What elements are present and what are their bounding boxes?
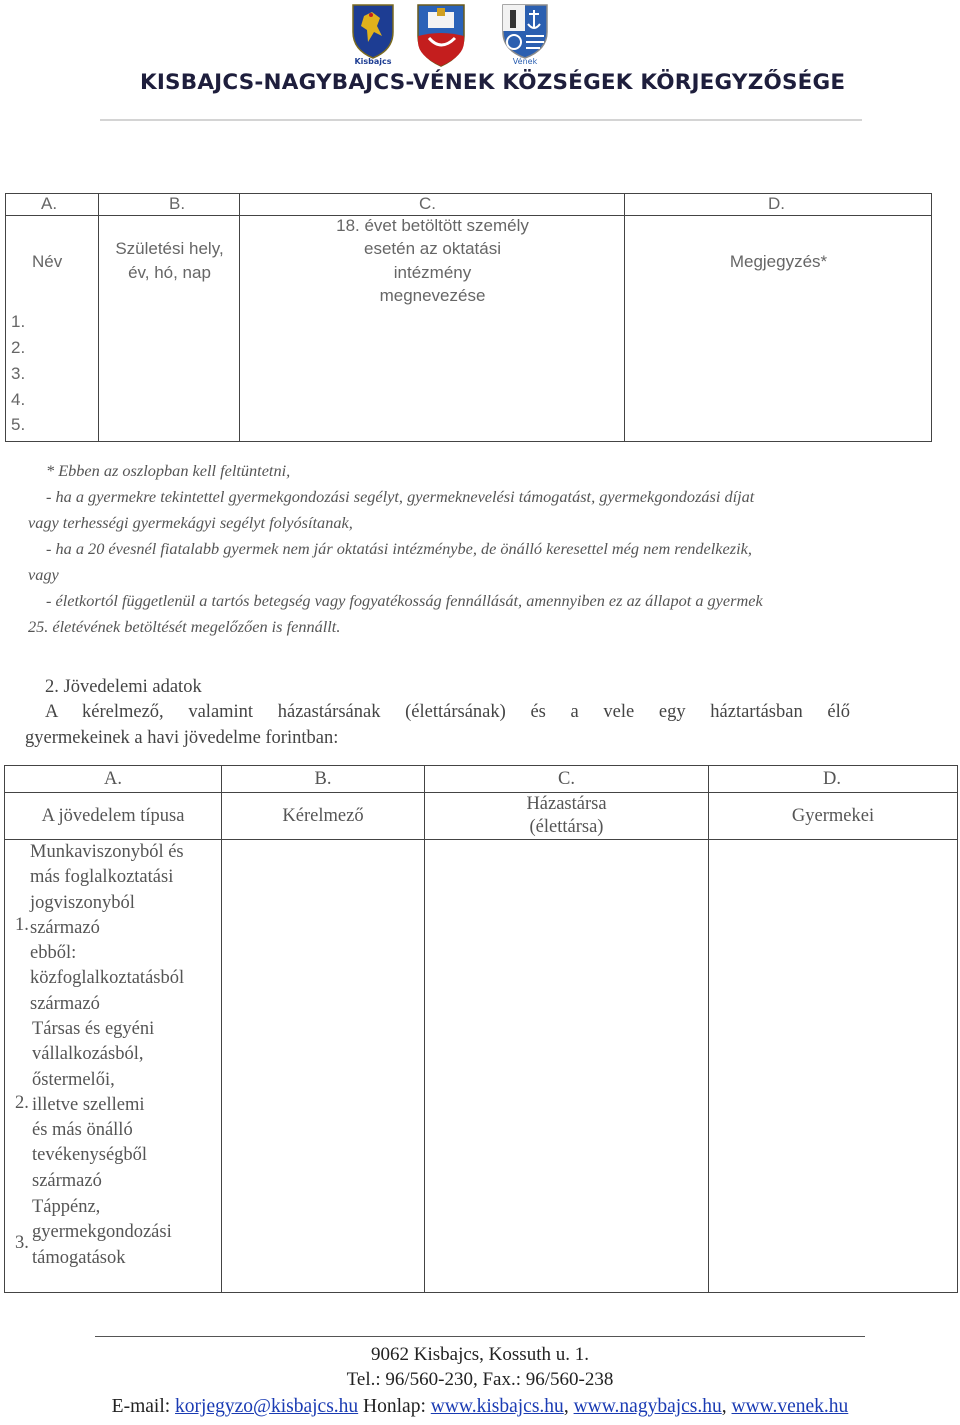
remark-column: [625, 216, 932, 442]
footnote-line: * Ebben az oszlopban kell feltüntetni,: [46, 461, 291, 480]
applicant-income-cell[interactable]: [222, 840, 425, 1293]
applicant-header: Kérelmező: [222, 793, 425, 840]
spouse-header: Házastársa (élettársa): [425, 793, 709, 840]
birth-header-line2: év, hó, nap: [128, 263, 211, 282]
name-column: [6, 216, 99, 442]
birth-column: [99, 216, 240, 442]
name-header: Név: [32, 252, 63, 271]
income-type-column: [5, 840, 222, 1293]
section-title: 2. Jövedelemi adatok: [45, 677, 202, 697]
row-number: 2.: [11, 338, 26, 357]
spouse-income-cell[interactable]: [425, 840, 709, 1293]
school-header-line4: megnevezése: [379, 286, 486, 305]
remark-header: Megjegyzés*: [729, 252, 828, 271]
section-intro-line1: A kérelmező, valamint házastársának (élettársának) és a vele egy háztartásban élő: [45, 702, 850, 722]
income-row-label: Munkaviszonyból és más foglalkoztatási jogviszonyból származó ebből: közfoglalkoztatásból származó: [30, 842, 185, 1014]
office-title: KISBAJCS-NAGYBAJCS-VÉNEK KÖZSÉGEK KÖRJEGYZŐSÉGE: [140, 70, 846, 95]
row-number: 2.: [15, 1093, 29, 1113]
children-header: Gyermekei: [709, 793, 958, 840]
nagybajcs-crest-icon: [415, 2, 467, 70]
email-link[interactable]: korjegyzo@kisbajcs.hu: [175, 1396, 359, 1417]
school-header-line3: intézmény: [393, 263, 472, 282]
birth-header-line1: Születési hely,: [115, 239, 224, 258]
school-column: [240, 216, 625, 442]
row-number: 1.: [15, 915, 29, 935]
col-letter-a: A.: [6, 194, 99, 216]
income-row-label: Táppénz, gyermekgondozási támogatások: [32, 1197, 172, 1268]
school-header-line1: 18. évet betöltött személy: [336, 216, 529, 235]
col-letter-b: B.: [99, 194, 240, 216]
children-table: [5, 193, 932, 442]
footer-phone: Tel.: 96/560-230, Fax.: 96/560-238: [346, 1369, 614, 1390]
row-number: 5.: [11, 415, 26, 434]
income-table: [4, 765, 958, 1293]
children-income-cell[interactable]: [709, 840, 958, 1293]
col-letter-c: C.: [425, 766, 709, 793]
income-row-label: Társas és egyéni vállalkozásból, őstermelői, illetve szellemi és más önálló tevékenységből származó: [32, 1019, 155, 1191]
footnote-line: 25. életévének betöltését megelőzően is fennállt.: [28, 617, 341, 636]
footnote-line: - ha a gyermekre tekintettel gyermekgondozási segélyt, gyermeknevelési támogatást, gyermekgondozási díjat: [46, 487, 755, 506]
homepage-label: Honlap:: [363, 1396, 426, 1417]
section-intro-line2: gyermekeinek a havi jövedelme forintban:: [25, 728, 339, 748]
footer-address: 9062 Kisbajcs, Kossuth u. 1.: [371, 1344, 589, 1365]
header-divider: [100, 119, 862, 121]
site-link-nagybajcs[interactable]: www.nagybajcs.hu: [573, 1396, 722, 1417]
email-label: E-mail:: [111, 1396, 171, 1417]
footnote-line: - életkortól függetlenül a tartós betegség vagy fogyatékosság fennállását, amennyiben ez az állapot a gyermek: [46, 591, 763, 610]
income-type-header: A jövedelem típusa: [5, 793, 222, 840]
footer-contact: E-mail: korjegyzo@kisbajcs.hu Honlap: www.kisbajcs.hu, www.nagybajcs.hu, www.venek.hu: [111, 1396, 849, 1417]
row-number: 3.: [15, 1233, 29, 1253]
row-number: 1.: [11, 312, 26, 331]
school-header-line2: esetén az oktatási: [363, 239, 502, 258]
header-crests: [0, 0, 960, 72]
site-link-venek[interactable]: www.venek.hu: [731, 1396, 849, 1417]
col-letter-d: D.: [625, 194, 932, 216]
col-letter-a: A.: [5, 766, 222, 793]
col-letter-b: B.: [222, 766, 425, 793]
footnote-line: vagy terhességi gyermekágyi segélyt folyósítanak,: [28, 513, 353, 532]
row-number: 4.: [11, 390, 26, 409]
footnote-line: - ha a 20 évesnél fiatalabb gyermek nem jár oktatási intézménybe, de önálló keresettel még nem rendelkezik,: [46, 539, 752, 558]
kisbajcs-caption: Kisbajcs: [354, 57, 392, 66]
col-letter-c: C.: [240, 194, 625, 216]
footnote-block: [28, 458, 858, 640]
col-letter-d: D.: [709, 766, 958, 793]
footnote-line: vagy: [28, 565, 59, 584]
venek-caption: Vének: [512, 57, 538, 66]
footer-divider: [95, 1336, 865, 1337]
site-link-kisbajcs[interactable]: www.kisbajcs.hu: [430, 1396, 564, 1417]
row-number: 3.: [11, 364, 26, 383]
